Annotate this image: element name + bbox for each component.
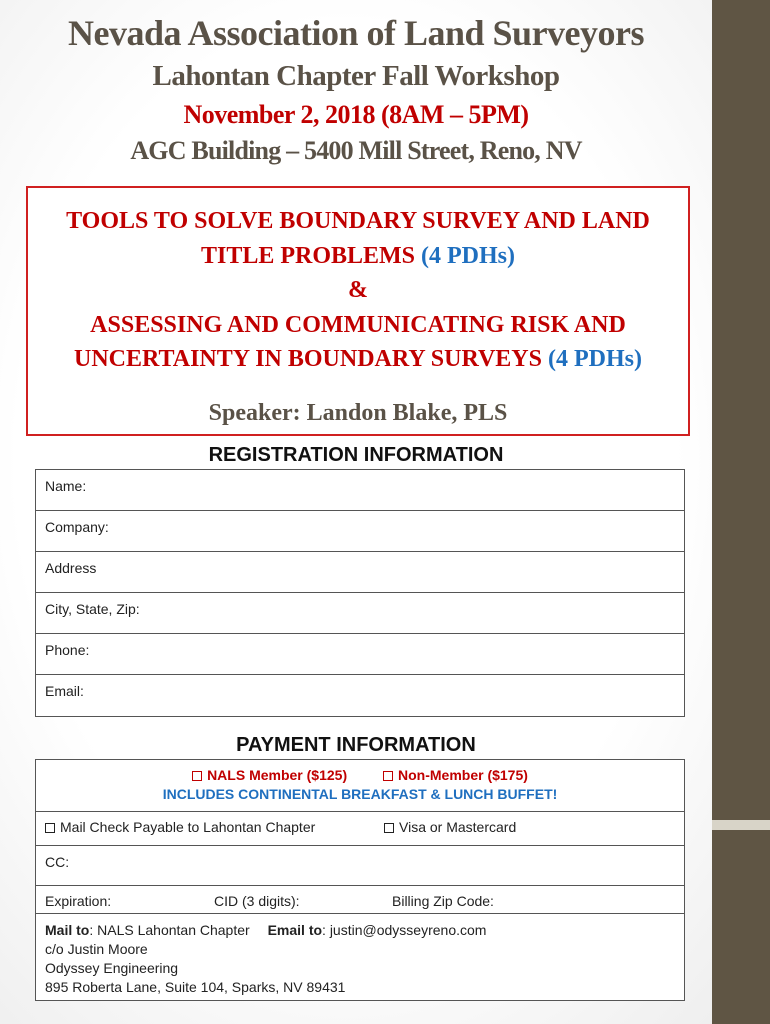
expiration-field[interactable]: Expiration:: [45, 893, 112, 909]
cc-label: CC:: [45, 854, 70, 870]
course-title-1-text: TITLE PROBLEMS: [200, 243, 416, 269]
event-date: November 2, 2018 (8AM – 5PM): [183, 100, 529, 129]
name-field[interactable]: Name:: [36, 470, 684, 511]
member-option[interactable]: NALS Member ($125): [192, 767, 347, 783]
address-line-3: 895 Roberta Lane, Suite 104, Sparks, NV 89431: [45, 979, 346, 995]
cc-field[interactable]: [36, 846, 684, 886]
mail-to-value: : NALS Lahontan Chapter: [89, 922, 250, 938]
ampersand: &: [348, 277, 368, 303]
nonmember-option[interactable]: Non-Member ($175): [383, 767, 528, 783]
registration-form: [35, 469, 685, 717]
payment-form: [35, 759, 685, 1001]
decorative-sidebar: [712, 0, 770, 1024]
card-checkbox[interactable]: [384, 823, 394, 833]
course-2-pdh: (4 PDHs): [547, 346, 642, 372]
check-checkbox[interactable]: [45, 823, 55, 833]
city-state-zip-field[interactable]: City, State, Zip:: [36, 593, 684, 634]
address-field[interactable]: Address: [36, 552, 684, 593]
phone-field[interactable]: Phone:: [36, 634, 684, 675]
fee-options-row: [36, 760, 684, 812]
registration-title: REGISTRATION INFORMATION: [208, 444, 504, 466]
course-title-2-line-1: ASSESSING AND COMMUNICATING RISK AND: [90, 312, 626, 338]
check-option[interactable]: Mail Check Payable to Lahontan Chapter: [45, 819, 315, 835]
nonmember-checkbox[interactable]: [383, 771, 393, 781]
email-to-label: Email to: [267, 922, 323, 938]
course-title-1-line-1: TOOLS TO SOLVE BOUNDARY SURVEY AND LAND: [66, 208, 650, 234]
card-option[interactable]: Visa or Mastercard: [384, 819, 516, 835]
email-field[interactable]: Email:: [45, 683, 84, 699]
course-1-pdh: (4 PDHs): [421, 243, 516, 269]
email-to-value: : justin@odysseyreno.com: [322, 922, 487, 938]
mail-to-label: Mail to: [45, 922, 90, 938]
speaker: Speaker: Landon Blake, PLS: [208, 400, 508, 426]
includes-note: INCLUDES CONTINENTAL BREAKFAST & LUNCH BUFFET!: [162, 786, 558, 802]
course-title-2-text: UNCERTAINTY IN BOUNDARY SURVEYS: [74, 346, 542, 372]
event-location: AGC Building – 5400 Mill Street, Reno, NV: [130, 136, 582, 165]
course-box: [26, 186, 690, 436]
address-line-1: c/o Justin Moore: [45, 941, 148, 957]
course-title-2-line-2: [28, 346, 688, 373]
company-field[interactable]: Company:: [36, 511, 684, 552]
payment-title: PAYMENT INFORMATION: [236, 734, 476, 756]
cid-field[interactable]: CID (3 digits):: [214, 893, 300, 909]
course-title-1-line-2: [28, 243, 688, 270]
card-details-row: [36, 886, 684, 914]
org-title: Nevada Association of Land Surveyors: [67, 13, 645, 53]
member-checkbox[interactable]: [192, 771, 202, 781]
payment-method-row: [36, 812, 684, 846]
event-title: Lahontan Chapter Fall Workshop: [152, 60, 560, 92]
address-line-2: Odyssey Engineering: [45, 960, 179, 976]
mailing-info: [36, 914, 684, 1000]
billing-zip-field[interactable]: Billing Zip Code:: [392, 893, 494, 909]
